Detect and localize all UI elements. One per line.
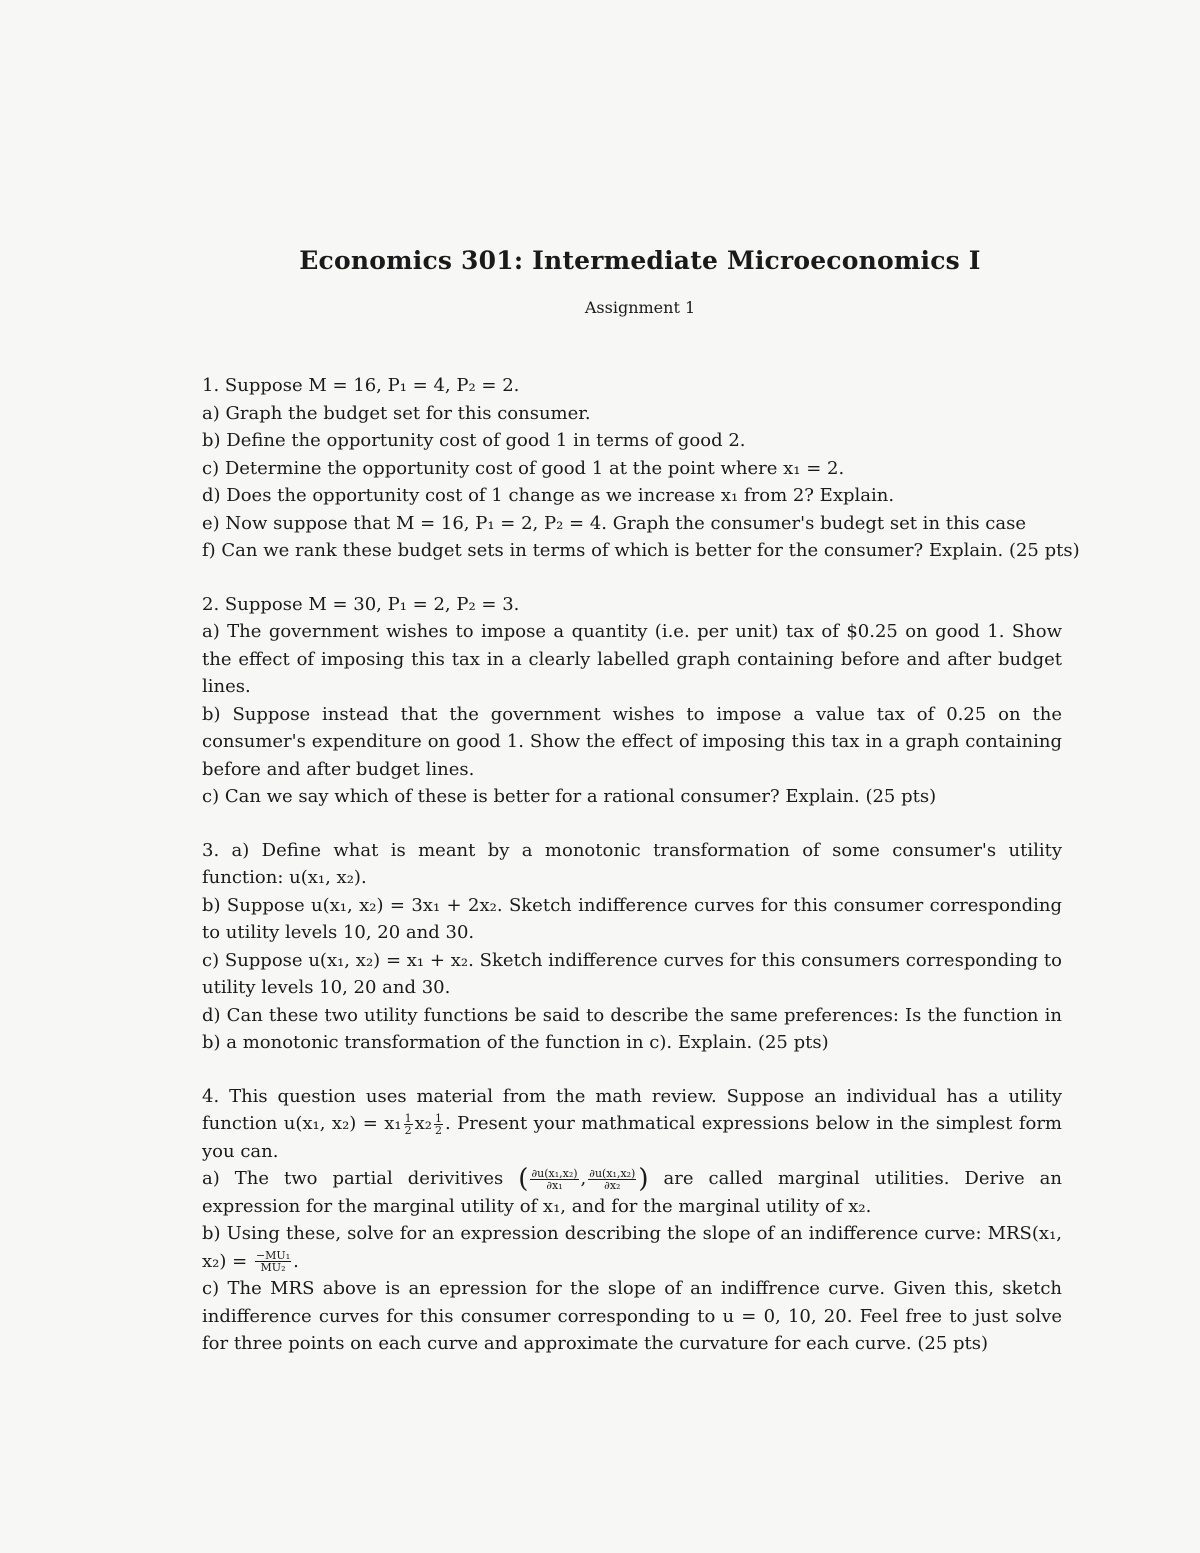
question-4-intro-mid: x₂ bbox=[414, 1113, 432, 1134]
question-4b: b) Using these, solve for an expression describing the slope of an indifference curve: MRS(x₁, x₂) = $\frac{\text{−MU₁}}{\text{MU₂}}$ . bbox=[202, 1223, 1062, 1274]
page-subtitle: Assignment 1 bbox=[584, 298, 696, 317]
page-title: Economics 301: Intermediate Microeconomics I bbox=[299, 246, 981, 275]
question-1b: b) Define the opportunity cost of good 1 in terms of good 2. bbox=[202, 430, 746, 451]
question-3b: b) Suppose u(x₁, x₂) = 3x₁ + 2x₂. Sketch indifference curves for this consumer corresponding to utility levels 10, 20 and 30. bbox=[202, 894, 1062, 943]
question-1-intro: 1. Suppose M = 16, P₁ = 4, P₂ = 2. bbox=[202, 375, 520, 396]
question-4c: c) The MRS above is an epression for the slope of an indiffrence curve. Given this, sketch indifference curves for this consumer corresponding to u = 0, 10, 20. Feel free to just solve for three points on each curve and approximate the curvature for each curve. (25 pts) bbox=[202, 1278, 1062, 1354]
question-4-intro-post: . Present your mathmatical expressions below in the simplest form you can. bbox=[202, 1113, 1062, 1162]
partial-derivative-2: $\frac{\text{∂u(x₁,x₂)}}{\text{∂x₂}}$ bbox=[589, 1166, 636, 1192]
question-1 bbox=[202, 372, 1080, 565]
open-paren: ( bbox=[518, 1164, 529, 1194]
question-2 bbox=[202, 591, 1062, 811]
question-4a-post: are called marginal utilities. Derive an expression for the marginal utility of x₁, and for the marginal utility of x₂. bbox=[202, 1168, 1062, 1217]
question-4-intro bbox=[202, 1083, 1062, 1166]
question-4-intro-text: 4. This question uses material from the math review. Suppose an individual has a utility function u(x₁, x₂) = x₁ bbox=[202, 1085, 1062, 1134]
question-3c: c) Suppose u(x₁, x₂) = x₁ + x₂. Sketch indifference curves for this consumers corresponding to utility levels 10, 20 and 30. bbox=[202, 949, 1062, 998]
question-2-intro: 2. Suppose M = 30, P₁ = 2, P₂ = 3. bbox=[202, 593, 520, 615]
question-1c: c) Determine the opportunity cost of good 1 at the point where x₁ = 2. bbox=[202, 457, 845, 479]
exponent-fraction-1: $\frac{1}{2}$ bbox=[404, 1111, 412, 1137]
question-3d: d) Can these two utility functions be said to describe the same preferences: Is the function in b) a monotonic transformation of the function in c). Explain. (25 pts) bbox=[202, 1004, 1062, 1053]
question-1f: f) Can we rank these budget sets in terms of which is better for the consumer? Explain. (25 pts) bbox=[202, 540, 1080, 561]
question-4a-text: a) The two partial derivitives bbox=[202, 1168, 504, 1189]
partial-derivative-1: $\frac{\text{∂u(x₁,x₂)}}{\text{∂x₁}}$ bbox=[531, 1166, 578, 1192]
question-2b: b) Suppose instead that the government wishes to impose a value tax of 0.25 on the consumer's expenditure on good 1. Show the effect of imposing this tax in a graph containing before and after budget lines. bbox=[202, 703, 1062, 780]
question-1d: d) Does the opportunity cost of 1 change as we increase x₁ from 2? Explain. bbox=[202, 485, 895, 506]
question-1e: e) Now suppose that M = 16, P₁ = 2, P₂ = 4. Graph the consumer's budegt set in this case bbox=[202, 512, 1027, 534]
question-4 bbox=[202, 1083, 1062, 1358]
question-4b-text: b) Using these, solve for an expression describing the slope of an indifference curve: MRS(x₁, x₂) = bbox=[202, 1223, 1062, 1272]
question-2a: a) The government wishes to impose a quantity (i.e. per unit) tax of $0.25 on good 1. Show the effect of imposing this tax in a clearly labelled graph containing before and after budget lines. bbox=[202, 621, 1062, 697]
question-1a: a) Graph the budget set for this consumer. bbox=[202, 402, 591, 424]
question-3 bbox=[202, 837, 1062, 1057]
question-3a: 3. a) Define what is meant by a monotonic transformation of some consumer's utility function: u(x₁, x₂). bbox=[202, 839, 1062, 888]
exponent-fraction-2: $\frac{1}{2}$ bbox=[435, 1111, 442, 1137]
question-4a: a) The two partial derivitives ( $\frac{\text{∂u(x₁,x₂)}}{\text{∂x₁}}$ , $\frac{\text{∂u(x₁,x₂)}}{\text{∂x₂}}$ ) are called marginal utilities. Derive an expression for the marginal utility of x₁, and for the marginal utility of x₂. bbox=[202, 1164, 1062, 1217]
question-2c: c) Can we say which of these is better for a rational consumer? Explain. (25 pts) bbox=[202, 786, 937, 807]
mrs-fraction: $\frac{\text{−MU₁}}{\text{MU₂}}$ bbox=[255, 1249, 291, 1274]
close-paren: ) bbox=[638, 1164, 649, 1194]
assignment-body bbox=[202, 372, 1080, 1384]
